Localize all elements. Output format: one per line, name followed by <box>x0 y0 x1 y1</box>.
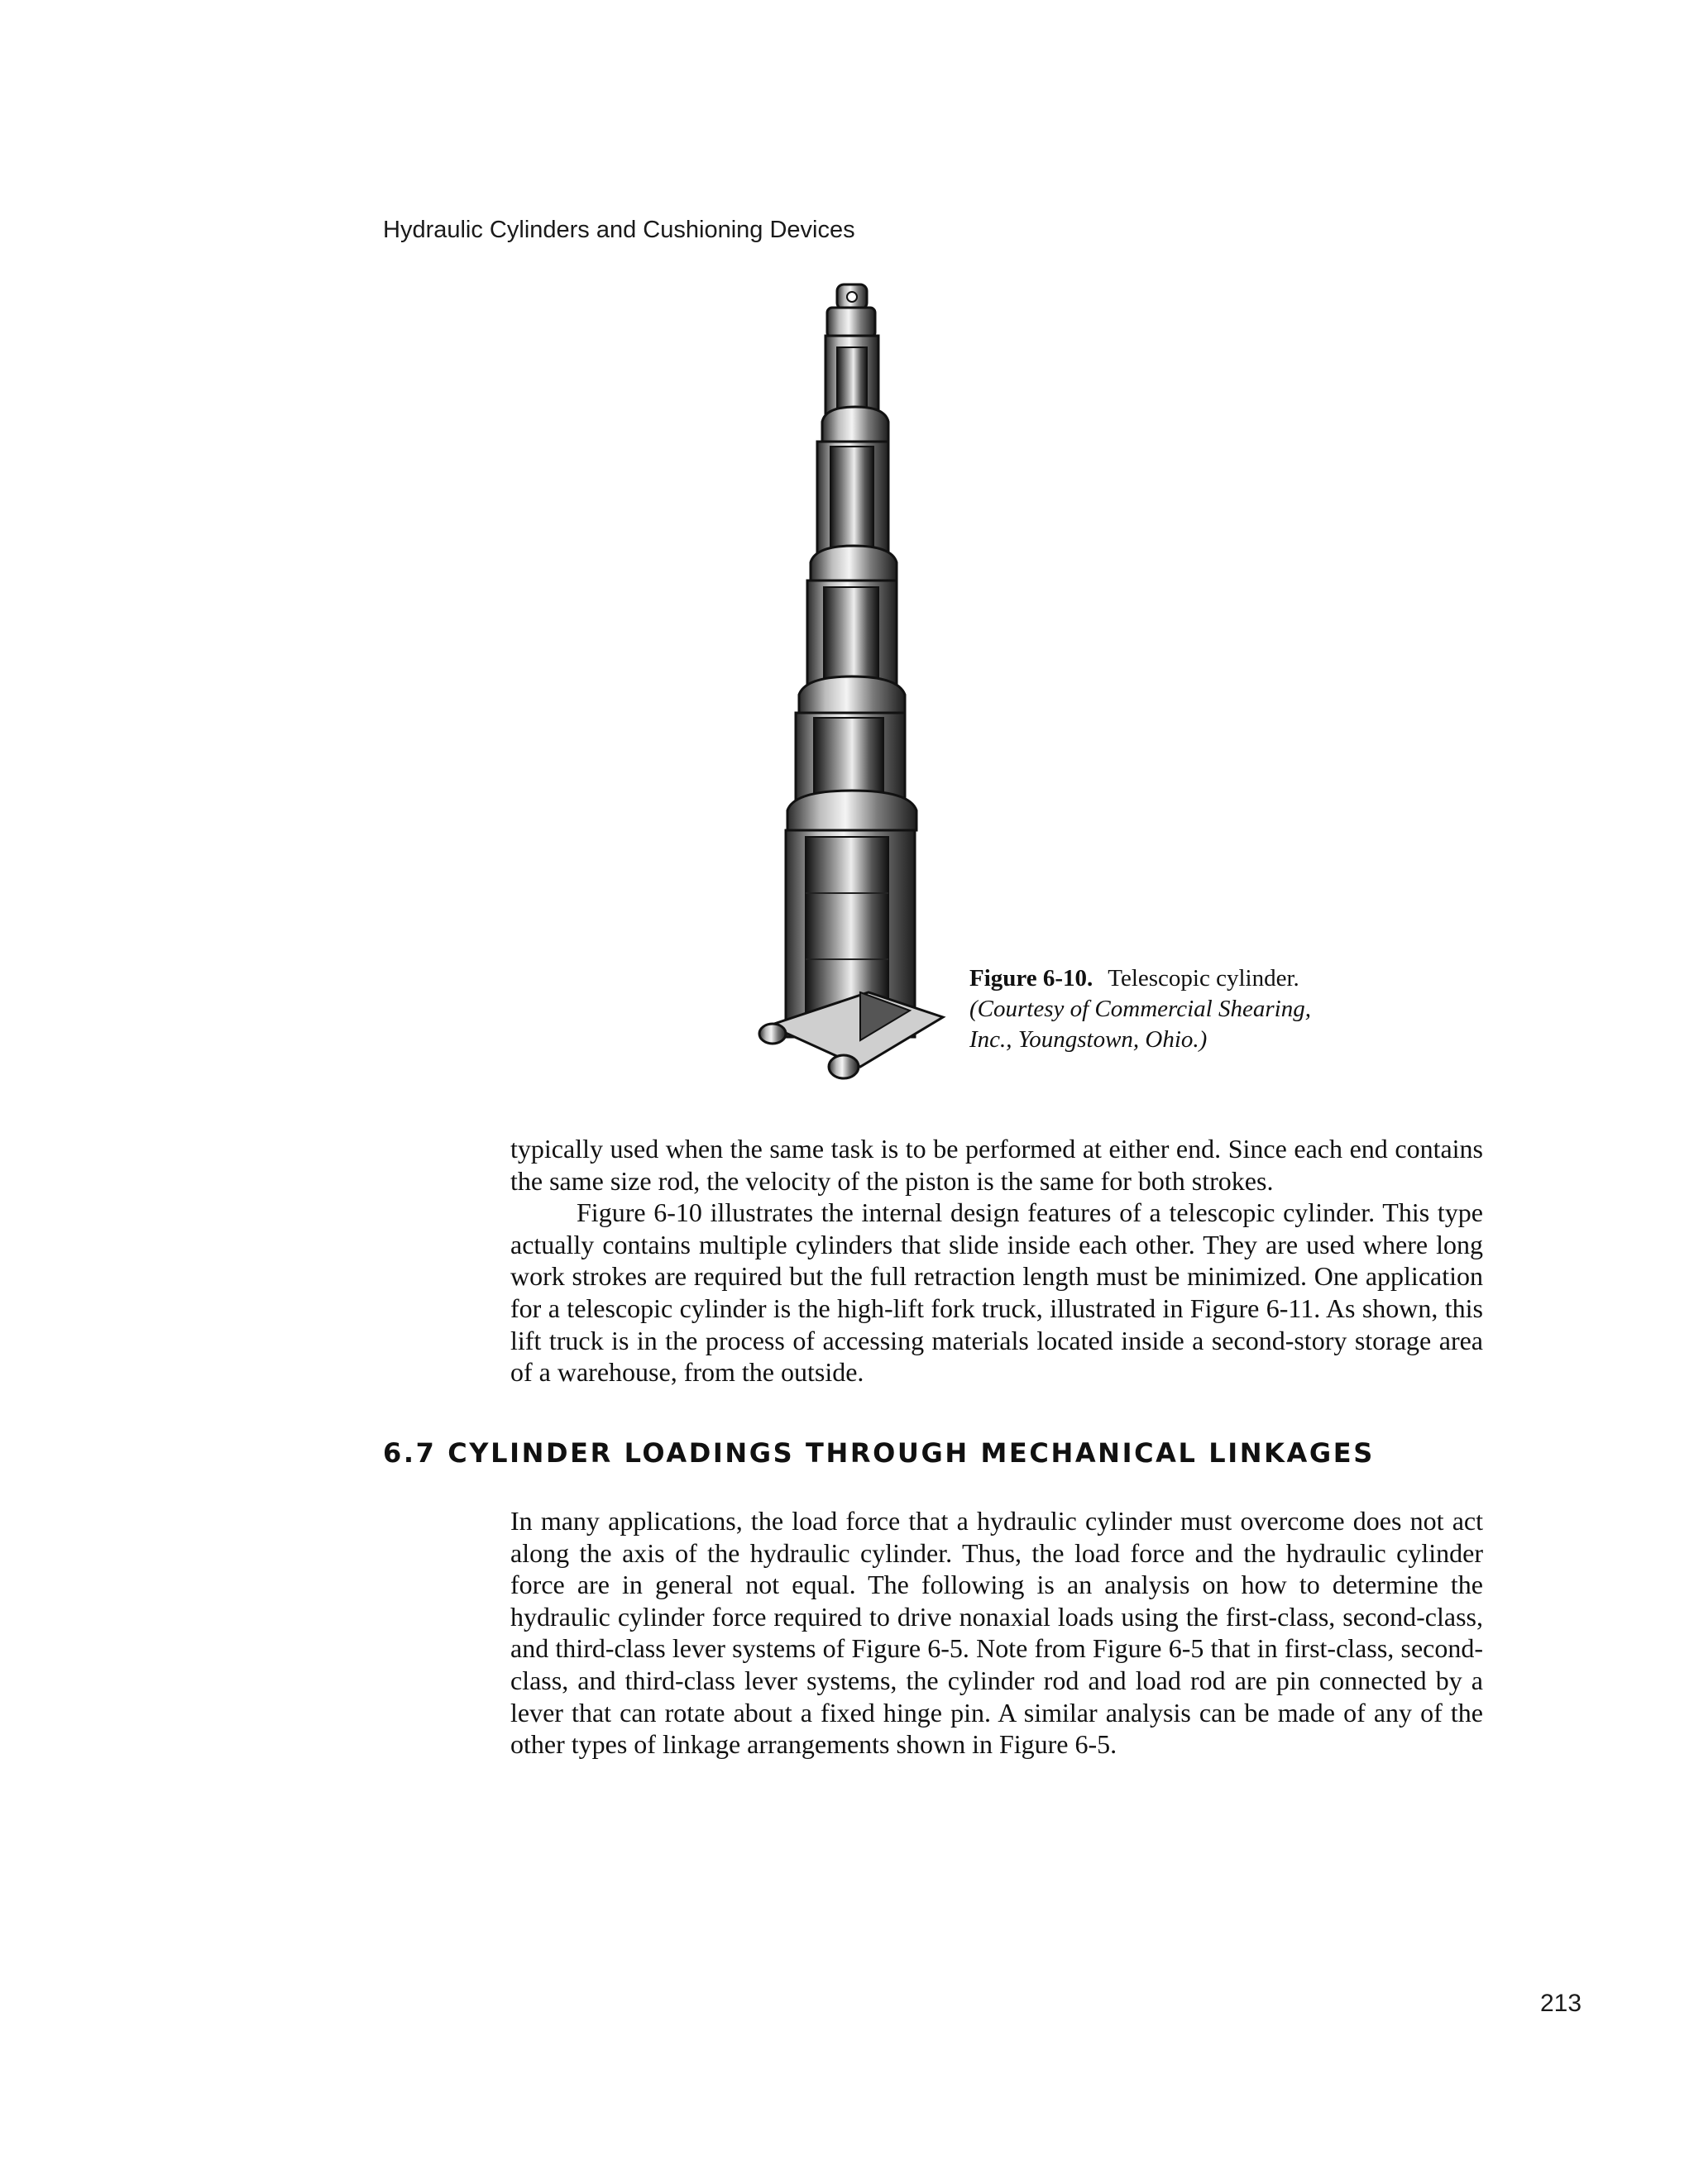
section-heading: 6.7 CYLINDER LOADINGS THROUGH MECHANICAL LINKAGES <box>383 1437 1375 1469</box>
body-text-section <box>510 1505 1483 1761</box>
paragraph: Figure 6-10 illustrates the internal design features of a telescopic cylinder. This type actually contains multiple cylinders that slide inside each other. They are used where long work strokes are required but the full retraction length must be minimized. One application for a telescopic cylinder is the high-lift fork truck, illustrated in Figure 6-11. As shown, this lift truck is in the process of accessing materials located inside a second-story storage area of a warehouse, from the outside. <box>510 1197 1483 1388</box>
figure-caption <box>969 963 1317 1055</box>
figure-caption-text: Telescopic cylinder. <box>1108 965 1299 992</box>
page-number: 213 <box>1540 1990 1582 2017</box>
paragraph: typically used when the same task is to be performed at either end. Since each end contains the same size rod, the velocity of the piston is the same for both strokes. <box>510 1134 1483 1196</box>
running-head: Hydraulic Cylinders and Cushioning Devices <box>383 217 855 243</box>
figure-credit: (Courtesy of Commercial Shearing, Inc., Youngstown, Ohio.) <box>969 996 1311 1053</box>
body-text-top <box>510 1133 1483 1388</box>
paragraph: In many applications, the load force that a hydraulic cylinder must overcome does not act along the axis of the hydraulic cylinder. Thus, the load force and the hydraulic cylinder force are in general not equal. The following is an analysis on how to determine the hydraulic cylinder force required to drive nonaxial loads using the first-class, second-class, and third-class lever systems of Figure 6-5. Note from Figure 6-5 that in first-class, second-class, and third-class lever systems, the cylinder rod and load rod are pin connected by a lever that can rotate about a fixed hinge pin. A similar analysis can be made of any of the other types of linkage arrangements shown in Figure 6-5. <box>510 1506 1483 1760</box>
figure-label: Figure 6-10. <box>969 965 1093 992</box>
telescopic-cylinder-illustration <box>744 281 951 1092</box>
